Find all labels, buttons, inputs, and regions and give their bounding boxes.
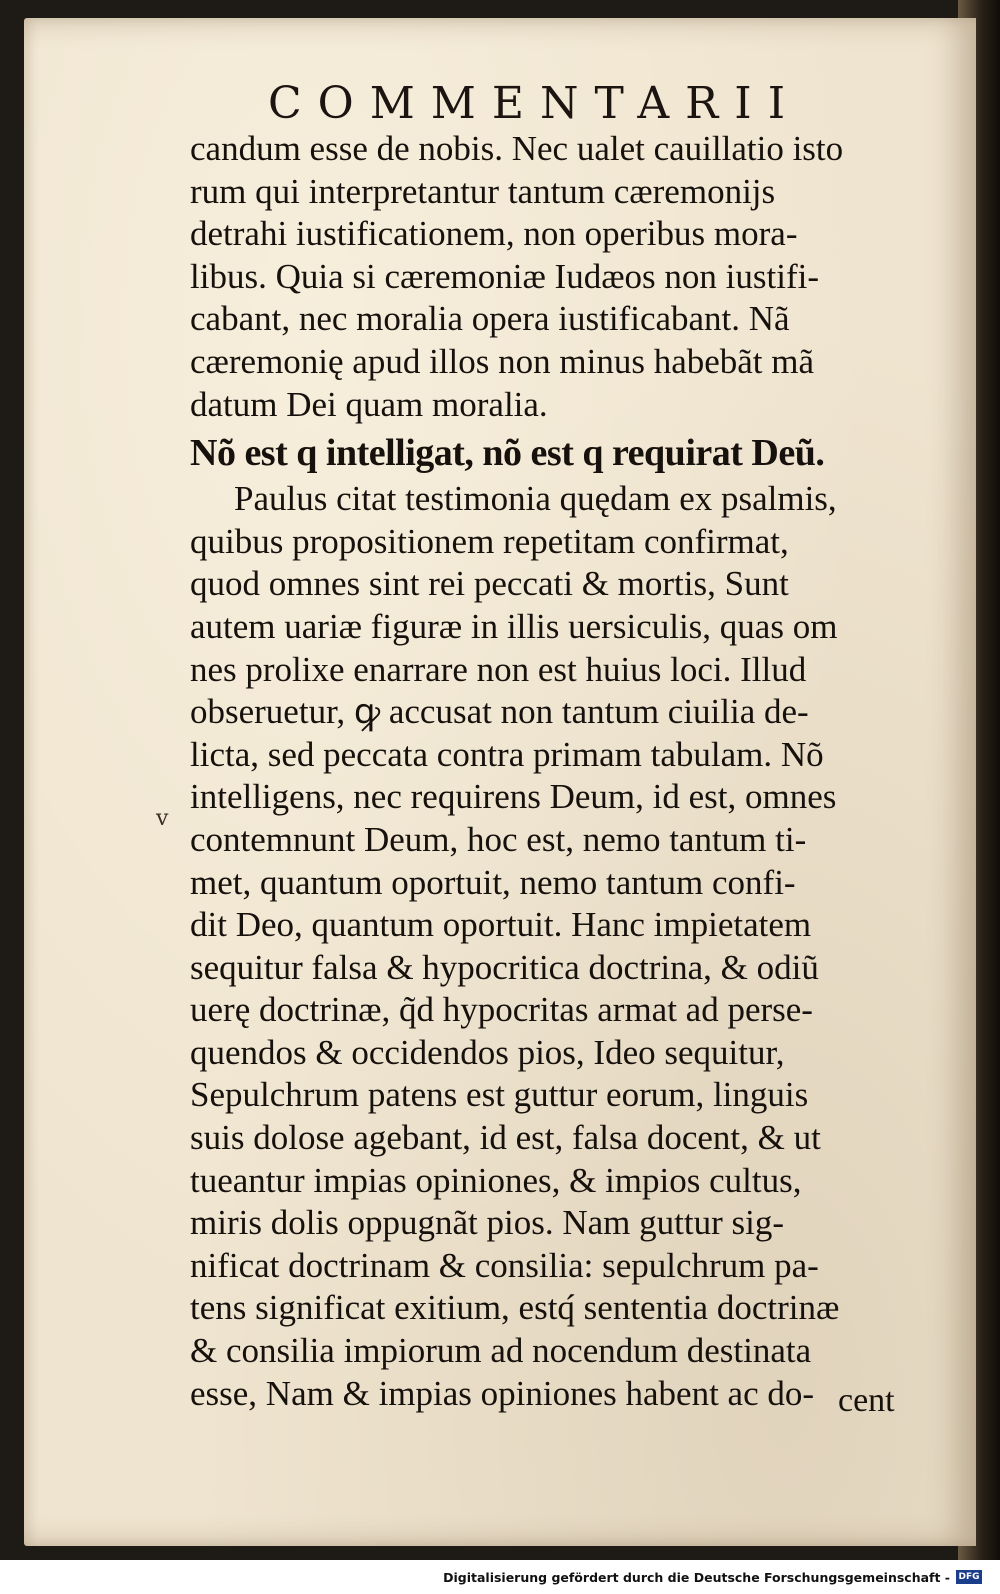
text-line: rum qui interpretantur tantum cæremonijs	[190, 171, 776, 211]
text-line: tens significat exitium, estq́ sententia doctrinæ	[190, 1288, 840, 1328]
dfg-logo[interactable]: DFG	[956, 1570, 982, 1584]
text-line: quod omnes sint rei peccati & mortis, Sunt	[190, 564, 789, 604]
text-line: suis dolose agebant, id est, falsa docent, & ut	[190, 1118, 821, 1158]
text-line: intelligens, nec requirens Deum, id est, omnes	[190, 777, 837, 817]
text-line: candum esse de nobis. Nec ualet cauillatio isto	[190, 129, 844, 168]
text-line: met, quantum oportuit, nemo tantum confi-	[190, 862, 796, 902]
text-line: esse, Nam & impias opiniones habent ac do-	[190, 1373, 815, 1413]
running-head: COMMENTARII	[268, 78, 802, 129]
text-line: & consilia impiorum ad nocendum destinata	[190, 1331, 812, 1371]
text-line: autem uariæ figuræ in illis uersiculis, quas om	[190, 606, 838, 646]
text-line: sequitur falsa & hypocritica doctrina, & odiũ	[190, 947, 819, 987]
text-line: Paulus citat testimonia quędam ex psalmis,	[234, 479, 837, 519]
text-line: cæremonię apud illos non minus habebãt mã	[190, 341, 815, 381]
text-line: detrahi iustificationem, non operibus mora-	[190, 214, 798, 254]
text-line: tueantur impias opiniones, & impios cultus,	[190, 1160, 802, 1200]
text-line: miris dolis oppugnãt pios. Nam guttur sig-	[190, 1203, 785, 1243]
text-line: obseruetur, ꝙ accusat non tantum ciuilia de-	[190, 692, 809, 732]
text-line: contemnunt Deum, hoc est, nemo tantum ti-	[190, 819, 807, 859]
text-line: cabant, nec moralia opera iustificabant. Nã	[190, 299, 790, 339]
text-line: dit Deo, quantum oportuit. Hanc impietatem	[190, 905, 812, 945]
text-line: licta, sed peccata contra primam tabulam. Nõ	[190, 734, 824, 774]
catchword: cent	[838, 1382, 895, 1419]
text-line: Sepulchrum patens est guttur eorum, linguis	[190, 1075, 809, 1115]
text-line: libus. Quia si cæremoniæ Iudæos non iustifi-	[190, 256, 820, 296]
section-heading: Nõ est q intelligat, nõ est q requirat Deũ.	[190, 432, 825, 475]
margin-mark: v	[156, 806, 169, 831]
text-line: nificat doctrinam & consilia: sepulchrum pa-	[190, 1245, 819, 1285]
text-line: uerę doctrinæ, q̃d hypocritas armat ad perse-	[190, 990, 813, 1030]
text-line: datum Dei quam moralia.	[190, 384, 548, 424]
text-line: quibus propositionem repetitam confirmat,	[190, 521, 789, 561]
text-line: quendos & occidendos pios, Ideo sequitur,	[190, 1032, 785, 1072]
text-block	[190, 128, 910, 1415]
funding-credit: Digitalisierung gefördert durch die Deutsche Forschungsgemeinschaft -	[443, 1569, 950, 1585]
footer	[0, 1560, 1000, 1594]
text-line: nes prolixe enarrare non est huius loci. Illud	[190, 649, 807, 689]
